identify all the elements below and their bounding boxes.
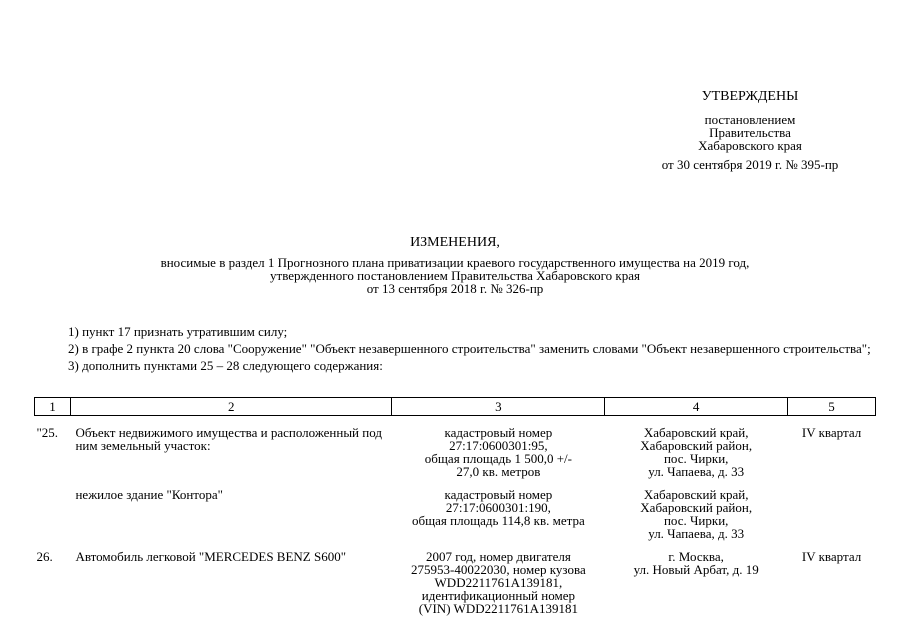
table-header-row	[35, 398, 876, 416]
object-details	[392, 478, 605, 540]
privatization-period	[788, 478, 876, 540]
privatization-period: IV квартал	[801, 549, 862, 564]
location-line: ул. Чапаева, д. 33	[648, 526, 745, 541]
detail-line: 27,0 кв. метров	[456, 464, 541, 479]
detail-line: кадастровый номер	[444, 425, 553, 440]
object-details	[392, 416, 605, 479]
detail-line: общая площадь 114,8 кв. метра	[412, 513, 585, 528]
detail-line: идентификационный номер	[421, 588, 575, 603]
privatization-table	[34, 397, 876, 615]
object-location	[605, 416, 788, 479]
amendment-item-2: 2) в графе 2 пункта 20 слова "Сооружение" "Объект незавершенного строительства" заменить словами "Объект незавершенного строительства";	[68, 341, 871, 356]
location-line: пос. Чирки,	[663, 451, 729, 466]
column-header: 1	[35, 398, 71, 416]
amendment-item-3: 3) дополнить пунктами 25 – 28 следующего содержания:	[68, 358, 383, 373]
location-line: Хабаровский край,	[643, 487, 749, 502]
object-details	[392, 540, 605, 615]
object-name: нежилое здание "Контора"	[75, 487, 223, 502]
privatization-period: IV квартал	[801, 425, 862, 440]
detail-line: (VIN) WDD2211761A139181	[418, 601, 578, 616]
location-line: ул. Чапаева, д. 33	[648, 464, 745, 479]
approval-line: Правительства	[709, 125, 791, 140]
row-number	[35, 478, 71, 540]
detail-line: кадастровый номер	[444, 487, 553, 502]
row-number: "25.	[36, 425, 59, 440]
approval-stamp	[640, 90, 860, 171]
location-line: Хабаровский край,	[643, 425, 749, 440]
location-line: пос. Чирки,	[663, 513, 729, 528]
subtitle-line: вносимые в раздел 1 Прогнозного плана приватизации краевого государственного имущества на 2019 год,	[160, 255, 750, 270]
detail-line: 275953-40022030, номер кузова	[411, 562, 586, 577]
location-line: ул. Новый Арбат, д. 19	[633, 562, 759, 577]
object-name: Автомобиль легковой "MERCEDES BENZ S600"	[75, 549, 347, 564]
approval-date: от 30 сентября 2019 г. № 395-пр	[661, 157, 839, 172]
subtitle-line: от 13 сентября 2018 г. № 326-пр	[366, 281, 544, 296]
amendment-items	[34, 323, 874, 374]
amendment-item-1: 1) пункт 17 признать утратившим силу;	[68, 324, 288, 339]
location-line: Хабаровский район,	[640, 438, 753, 453]
detail-line: WDD2211761A139181,	[434, 575, 563, 590]
table-row	[35, 540, 876, 615]
column-header: 4	[605, 398, 788, 416]
detail-line: 2007 год, номер двигателя	[425, 549, 571, 564]
table-row	[35, 478, 876, 540]
column-header: 2	[70, 398, 392, 416]
approval-heading: УТВЕРЖДЕНЫ	[701, 89, 799, 104]
document-subtitle	[60, 256, 850, 295]
detail-line: 27:17:0600301:95,	[449, 438, 548, 453]
column-header: 3	[392, 398, 605, 416]
approval-line: постановлением	[704, 112, 796, 127]
subtitle-line: утвержденного постановлением Правительства Хабаровского края	[270, 268, 640, 283]
detail-line: 27:17:0600301:190,	[445, 500, 551, 515]
object-location	[605, 478, 788, 540]
column-header: 5	[788, 398, 876, 416]
detail-line: общая площадь 1 500,0 +/-	[424, 451, 572, 466]
approval-line: Хабаровского края	[698, 138, 802, 153]
location-line: Хабаровский район,	[640, 500, 753, 515]
object-name: Объект недвижимого имущества и расположенный под ним земельный участок:	[75, 425, 382, 453]
location-line: г. Москва,	[668, 549, 724, 564]
document-title: ИЗМЕНЕНИЯ,	[410, 235, 500, 250]
table-row	[35, 416, 876, 479]
row-number: 26.	[36, 549, 53, 564]
object-location	[605, 540, 788, 615]
